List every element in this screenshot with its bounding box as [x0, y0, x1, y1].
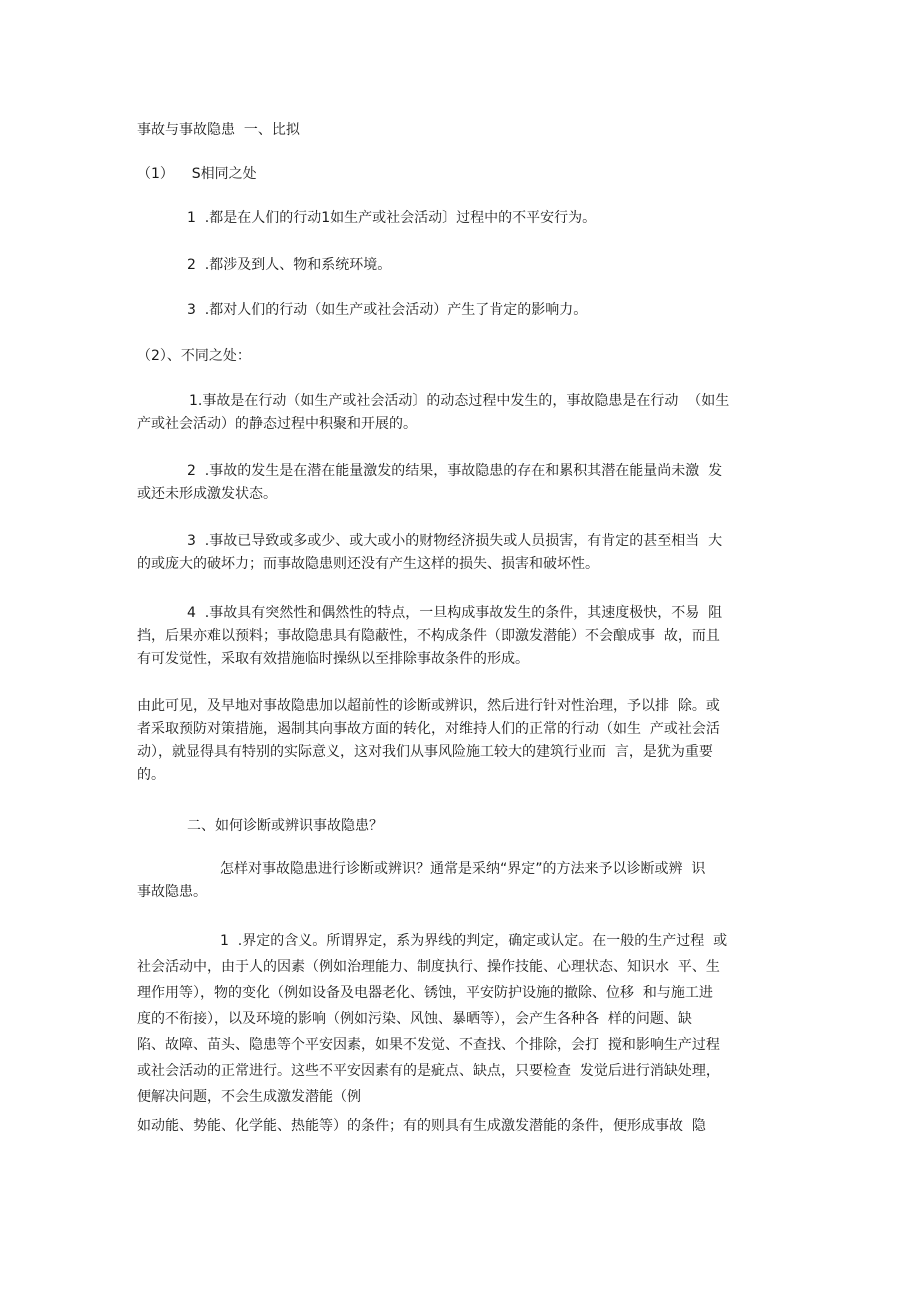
definition-paragraph: 1 .界定的含义。所谓界定，系为界线的判定，确定或认定。在一般的生产过程 或 社会活动中，由于人的因素（例如治理能力、制度执行、操作技能、心理状态、知识水 平、生 理作用等），物的变化（例如设备及电器老化、锈蚀，平安防护设施的撤除、位移 和与施工进 度的不衔接），以及环境的影响（例如污染、风蚀、暴晒等），会产生各种各 样的问题、缺 陷、故障、苗头、隐患等个平安因素，如果不发觉、不查找、个排除，会打 搅和影响生产过程 或社会活动的正常进行。这些不平安因素有的是疵点、缺点，只要检查 发觉后进行消缺处理， 便解决问题，不会生成激发潜能（例	[137, 933, 728, 1105]
document-title-line: 事故与事故隐患 一、比拟	[137, 122, 300, 138]
similarity-item-3: 3 .都对人们的行动（如生产或社会活动）产生了肯定的影响力。	[187, 302, 588, 318]
difference-item-4: 4 .事故具有突然性和偶然性的特点，一旦构成事故发生的条件，其速度极快，不易 阻 挡，后果亦难以预料；事故隐患具有隐蔽性，不构成条件（即激发潜能）不会酿成事 故，而且 有可发觉性，采取有效措施临时操纵以至排除事故条件的形成。	[137, 605, 723, 667]
similarity-item-1: 1 .都是在人们的行动1如生产或社会活动〕过程中的不平安行为。	[187, 210, 597, 226]
similarity-item-2: 2 .都涉及到人、物和系统环境。	[187, 257, 392, 273]
difference-item-1: 1.事故是在行动（如生产或社会活动〕的动态过程中发生的，事故隐患是在行动 （如生 产或社会活动）的静态过程中积聚和开展的。	[137, 393, 730, 432]
difference-item-2: 2 .事故的发生是在潜在能量激发的结果，事故隐患的存在和累积其潜在能量尚未激 发 或还未形成激发状态。	[137, 463, 723, 502]
differences-heading: （2）、不同之处：	[137, 348, 251, 364]
continuation-line: 如动能、势能、化学能、热能等）的条件；有的则具有生成激发潜能的条件，便形成事故 隐	[137, 1118, 706, 1134]
similarities-heading: （1） S相同之处	[137, 166, 257, 182]
section-2-heading: 二、如何诊断或辨识事故隐患？	[187, 818, 383, 834]
conclusion-paragraph: 由此可见，及早地对事故隐患加以超前性的诊断或辨识，然后进行针对性治理，予以排 除。或 者采取预防对策措施，遏制其向事故方面的转化，对维持人们的正常的行动（如生 产或社会活 动），就显得具有特别的实际意义，这对我们从事风险施工较大的建筑行业而 言，是犹为重要 的。	[137, 698, 720, 783]
section-2-intro: 怎样对事故隐患进行诊断或辨识？通常是采纳“界定”的方法来予以诊断或辨 识 事故隐患。	[137, 861, 706, 900]
difference-item-3: 3 .事故已导致或多或少、或大或小的财物经济损失或人员损害，有肯定的甚至相当 大 的或庞大的破坏力；而事故隐患则还没有产生这样的损失、损害和破坏性。	[137, 533, 723, 572]
